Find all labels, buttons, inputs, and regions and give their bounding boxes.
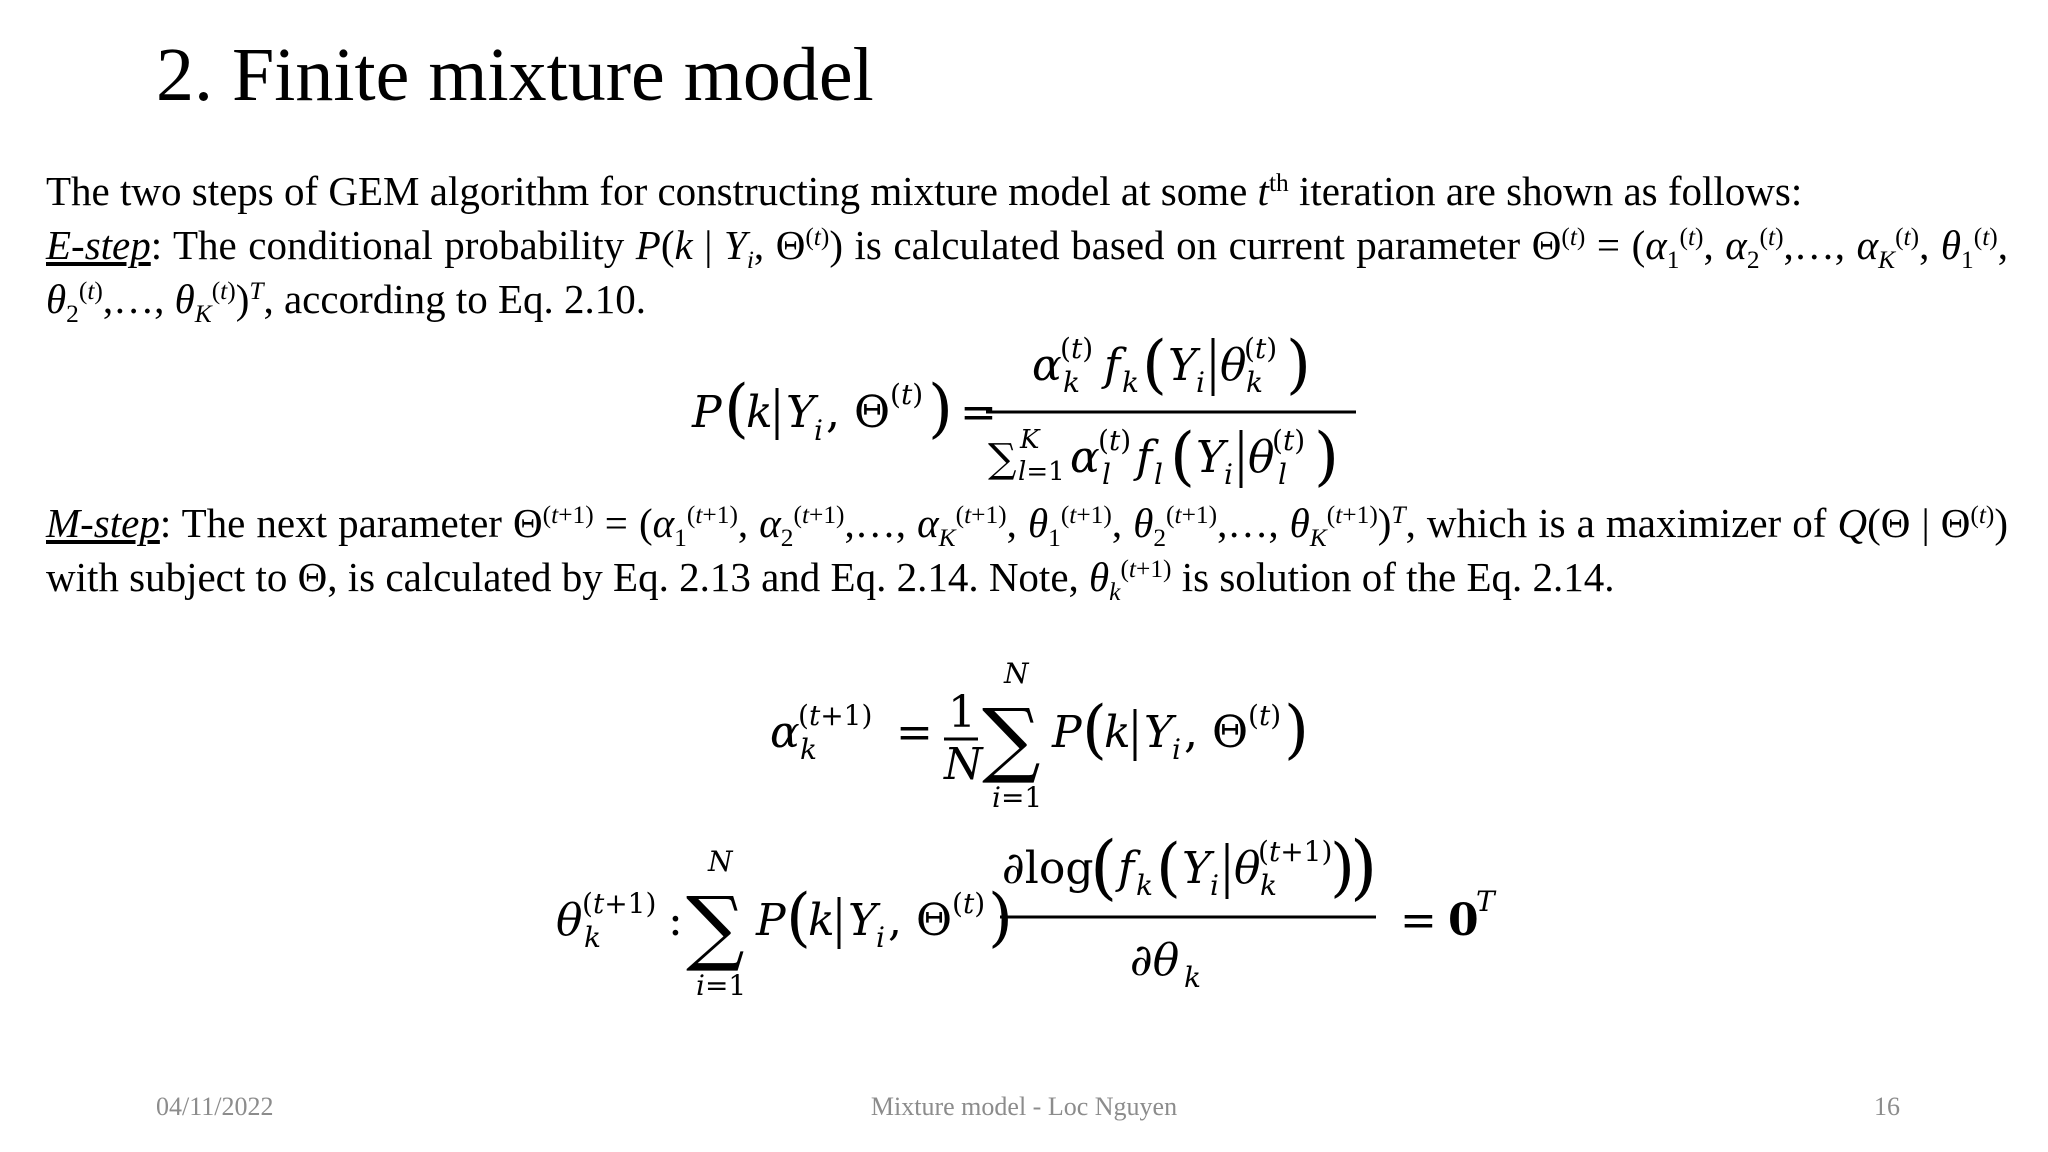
- svg-text:i: i: [1210, 869, 1219, 902]
- svg-text:(t): (t): [1098, 424, 1132, 457]
- svg-text:k: k: [746, 387, 773, 438]
- svg-text:, Θ: , Θ: [826, 387, 891, 438]
- svg-text:k: k: [1260, 869, 1277, 902]
- svg-text:Y: Y: [1144, 707, 1174, 758]
- svg-text:P: P: [1052, 707, 1082, 758]
- intro-t: t: [1257, 168, 1269, 214]
- estep-label: E-step: [46, 222, 151, 268]
- svg-text:l: l: [1154, 458, 1163, 491]
- svg-text:k: k: [1063, 366, 1080, 399]
- svg-text:k: k: [1104, 707, 1131, 758]
- svg-text:N: N: [1004, 657, 1029, 690]
- svg-text:Y: Y: [1196, 432, 1226, 483]
- mstep-text: : The next parameter $\Theta^{(t+1)} = (\alpha_1^{(t+1)}$, $\alpha_2^{(t+1)},\dots$, $\alpha_K^{(t+1)}$, $\theta_1^{(t+1)}$, $\theta_2^{(t+1)},\dots$, $\theta_K^{(t+1)})^T$, which is a maximizer of Q(Θ | $\Theta^{(t)}$) with subject to Θ, is calculated by Eq. 2.13 and Eq. 2.14. Note, $\theta_k^{(t+1)}$ is solution of the Eq. 2.14.: [46, 500, 2009, 606]
- svg-text:(: (: [724, 372, 749, 446]
- svg-text:K: K: [1020, 425, 1040, 455]
- page-number: 16: [1874, 1092, 1900, 1121]
- svg-text:(: (: [1142, 328, 1167, 402]
- svg-text:θ: θ: [1234, 843, 1261, 894]
- svg-text:k: k: [584, 921, 601, 954]
- svg-text:θ: θ: [1248, 432, 1275, 483]
- svg-text:i: i: [876, 921, 885, 954]
- svg-text:(t): (t): [1248, 699, 1282, 732]
- svg-text:, Θ: , Θ: [888, 895, 953, 946]
- svg-text:l: l: [1278, 458, 1287, 491]
- svg-text:l=1: l=1: [1018, 457, 1065, 487]
- svg-text:i=1: i=1: [696, 969, 747, 1002]
- svg-text:0: 0: [1448, 895, 1479, 946]
- estep-text: : The conditional probability P(k | $Y_i$, $\Theta^{(t)}$) is calculated based on current parameter $\Theta^{(t)} = (\alpha_1^{(t)}$, $\alpha_2^{(t)},\dots$, $\alpha_K^{(t)}$, $\theta_1^{(t)}$, $\theta_2^{(t)},\dots$, $\theta_K^{(t)})^T$, according to Eq. 2.10.: [46, 222, 2008, 328]
- svg-text:(t): (t): [1060, 332, 1094, 365]
- svg-text:k: k: [1246, 366, 1263, 399]
- svg-text:α: α: [770, 707, 800, 758]
- svg-text:∂log: ∂log: [1002, 843, 1094, 894]
- svg-text:Y: Y: [1182, 843, 1212, 894]
- svg-text:l: l: [1102, 458, 1111, 491]
- svg-text:): ): [988, 881, 1013, 955]
- svg-text:(: (: [786, 881, 811, 955]
- svg-text:P: P: [692, 387, 722, 438]
- svg-text:i: i: [1196, 366, 1205, 399]
- svg-text:N: N: [708, 845, 733, 878]
- svg-text:f: f: [1118, 843, 1135, 894]
- footer-date: 04/11/2022: [156, 1092, 274, 1121]
- svg-text:1: 1: [948, 687, 976, 738]
- mstep-paragraph: [46, 496, 2008, 604]
- svg-text:θ: θ: [1220, 340, 1247, 391]
- svg-text:α: α: [1032, 340, 1062, 391]
- svg-text:, Θ: , Θ: [1184, 707, 1249, 758]
- svg-text:i: i: [1224, 458, 1233, 491]
- svg-text:P: P: [756, 895, 786, 946]
- svg-text:i: i: [814, 414, 823, 447]
- equation-estep: [680, 322, 1380, 502]
- mstep-label: M-step: [46, 500, 160, 546]
- svg-text:N: N: [944, 739, 983, 790]
- svg-text:): ): [928, 372, 953, 446]
- intro-text-after: iteration are shown as follows:: [1288, 168, 1803, 214]
- svg-text:(t+1): (t+1): [582, 887, 657, 920]
- svg-text:(t+1): (t+1): [1258, 835, 1333, 868]
- svg-text:): ): [1286, 328, 1311, 402]
- intro-paragraph: [46, 164, 2008, 326]
- svg-text:Y: Y: [848, 895, 878, 946]
- svg-text:k: k: [800, 733, 817, 766]
- svg-text:θ: θ: [556, 895, 583, 946]
- svg-text:=: =: [1400, 895, 1437, 946]
- svg-text:): ): [1350, 835, 1378, 908]
- svg-text:Y: Y: [1168, 340, 1198, 391]
- svg-text:f: f: [1136, 432, 1153, 483]
- footer-title: Mixture model - Loc Nguyen: [870, 1092, 1178, 1121]
- svg-text:): ): [1284, 693, 1309, 767]
- intro-text-before: The two steps of GEM algorithm for constructing mixture model at some: [46, 168, 1258, 214]
- svg-text:(t): (t): [1272, 424, 1306, 457]
- svg-text:i=1: i=1: [992, 781, 1043, 814]
- svg-text:=: =: [960, 387, 997, 438]
- svg-text:): ): [1330, 835, 1355, 905]
- svg-text::: :: [668, 895, 683, 946]
- svg-text:∑: ∑: [982, 692, 1041, 787]
- svg-text:k: k: [1122, 366, 1139, 399]
- slide-title: 2. Finite mixture model: [156, 33, 874, 117]
- svg-text:(t): (t): [1244, 332, 1278, 365]
- svg-text:(: (: [1156, 835, 1181, 905]
- svg-text:α: α: [1070, 432, 1100, 483]
- svg-text:(: (: [1082, 693, 1107, 767]
- svg-text:∑: ∑: [988, 436, 1017, 482]
- svg-text:∑: ∑: [686, 880, 745, 975]
- intro-th: th: [1268, 169, 1289, 198]
- equation-theta-update: [550, 835, 1510, 1010]
- svg-text:): ): [1314, 420, 1339, 494]
- svg-text:(t+1): (t+1): [798, 699, 873, 732]
- equation-alpha-update: [760, 655, 1320, 825]
- svg-text:(: (: [1170, 420, 1195, 494]
- svg-text:=: =: [896, 707, 933, 758]
- svg-text:T: T: [1476, 885, 1495, 918]
- svg-text:k: k: [1136, 869, 1153, 902]
- svg-text:(t): (t): [952, 887, 986, 920]
- svg-text:f: f: [1104, 340, 1121, 391]
- svg-text:(: (: [1090, 835, 1118, 908]
- svg-text:Y: Y: [786, 387, 816, 438]
- svg-text:k: k: [1184, 961, 1201, 994]
- svg-text:i: i: [1172, 733, 1181, 766]
- svg-text:k: k: [808, 895, 835, 946]
- svg-text:∂θ: ∂θ: [1130, 935, 1180, 986]
- svg-text:(t): (t): [890, 378, 924, 411]
